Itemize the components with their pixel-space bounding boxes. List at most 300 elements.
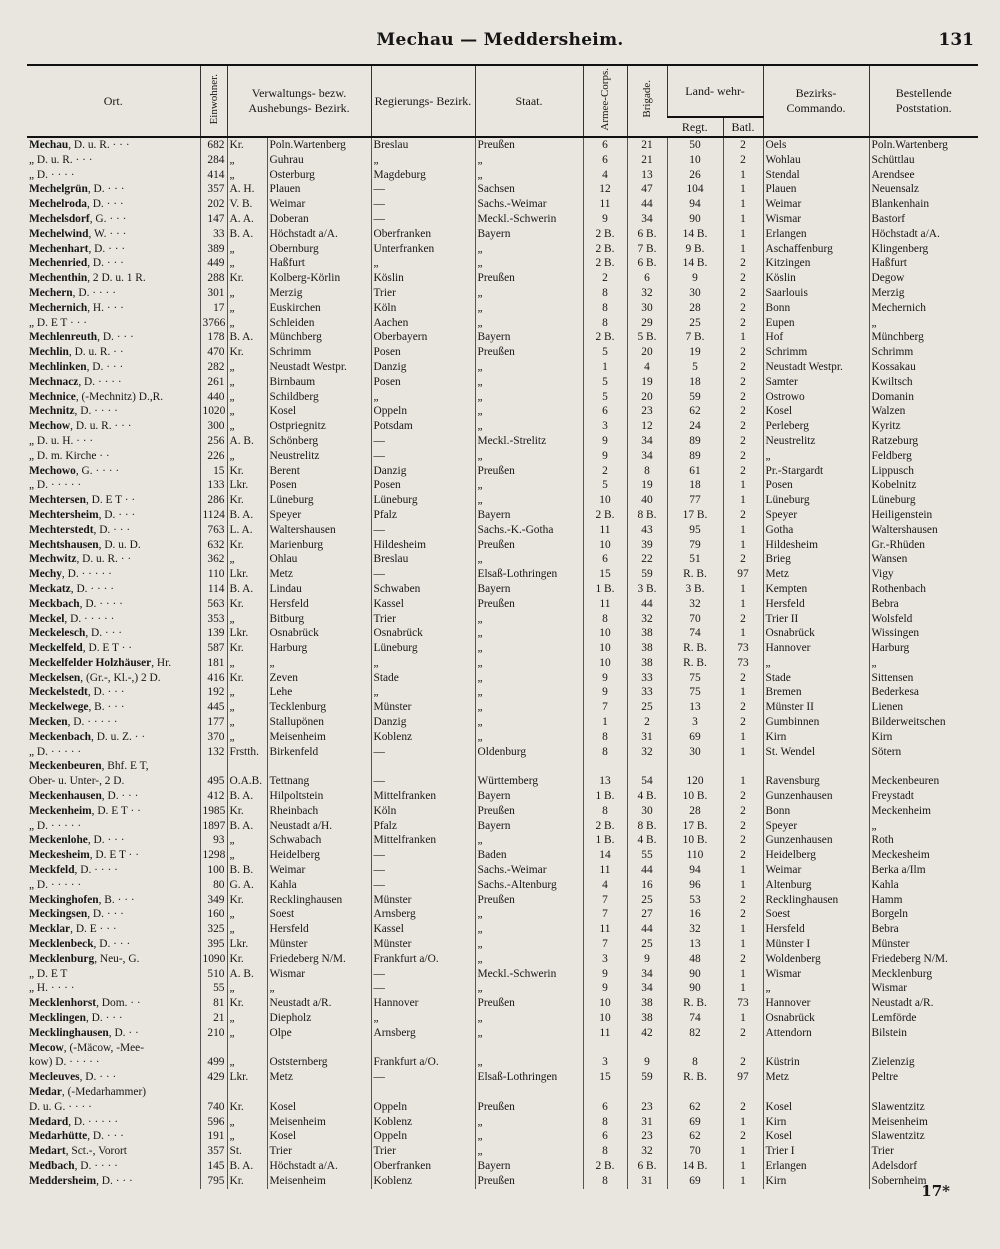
cell-st: Oldenburg [475,745,583,760]
cell-ac: 3 [583,1055,627,1070]
cell-bc: Hof [763,330,869,345]
cell-rg: 25 [667,316,723,331]
cell-rg: 74 [667,1011,723,1026]
cell-rb: Arnsberg [371,1026,475,1041]
cell-ps: Münster [869,937,978,952]
cell-pop: 55 [200,981,227,996]
cell-rg: 8 [667,1055,723,1070]
cell-st: „ [475,419,583,434]
cell-bt: 2 [723,464,763,479]
cell-br: 20 [627,345,667,360]
cell-ac: 8 [583,1174,627,1189]
cell-kind: „ [227,907,267,922]
cell-bc: Metz [763,567,869,582]
cell-rb: Lüneburg [371,493,475,508]
cell-st: „ [475,1115,583,1130]
cell-ps: Schüttlau [869,153,978,168]
cell-st: Sachs.-Weimar [475,197,583,212]
cell-pop: 445 [200,700,227,715]
cell-pop: 596 [200,1115,227,1130]
cell-kind: Kr. [227,1100,267,1115]
cell-pop: 3766 [200,316,227,331]
cell-rb: Koblenz [371,730,475,745]
cell-st: Bayern [475,789,583,804]
cell-kind: O.A.B. [227,774,267,789]
cell-rg [667,1041,723,1056]
cell-bc: Trier I [763,1144,869,1159]
cell-st: „ [475,375,583,390]
cell-ps: Gr.-Rhüden [869,538,978,553]
cell-ac: 1 B. [583,582,627,597]
cell-ac: 5 [583,345,627,360]
cell-ort: Mecklenburg, Neu-, G. [29,952,140,965]
cell-ps: Klingenberg [869,242,978,257]
cell-rb: Kassel [371,597,475,612]
cell-pop: 357 [200,1144,227,1159]
cell-ps: Schrimm [869,345,978,360]
cell-pop: 15 [200,464,227,479]
cell-ac: 10 [583,996,627,1011]
cell-kind: Kr. [227,671,267,686]
cell-ort: Mecken, D. · · · · · [29,716,118,729]
cell-kind [227,1085,267,1100]
cell-bt: 2 [723,153,763,168]
cell-br: 30 [627,301,667,316]
cell-ort: Mechwitz, D. u. R. · · [29,553,132,566]
cell-br: 25 [627,937,667,952]
cell-rb: Unterfranken [371,242,475,257]
cell-st: Preußen [475,597,583,612]
cell-kind: Kr. [227,804,267,819]
cell-ps: Münchberg [869,330,978,345]
cell-kind: V. B. [227,197,267,212]
running-header: Mechau — Meddersheim. [376,30,624,50]
cell-ps: Meckenbeuren [869,774,978,789]
cell-bt: 2 [723,137,763,153]
cell-br: 34 [627,212,667,227]
cell-ort: Meckelesch, D. · · · [29,627,123,640]
cell-bc: Wohlau [763,153,869,168]
cell-bc: Gunzenhausen [763,789,869,804]
cell-vb: Schwabach [267,833,371,848]
cell-st: „ [475,730,583,745]
cell-br: 32 [627,286,667,301]
cell-pop: 81 [200,996,227,1011]
cell-rb: — [371,878,475,893]
cell-bt: 73 [723,656,763,671]
cell-pop: 202 [200,197,227,212]
cell-bc: „ [763,981,869,996]
cell-vb: Neustadt a/R. [267,996,371,1011]
cell-st: „ [475,907,583,922]
cell-rg: 16 [667,907,723,922]
cell-st: Bayern [475,330,583,345]
cell-bc: Brieg [763,552,869,567]
cell-bt: 1 [723,774,763,789]
cell-ac: 5 [583,478,627,493]
cell-kind: „ [227,301,267,316]
cell-kind: St. [227,1144,267,1159]
cell-ac: 15 [583,1070,627,1085]
cell-kind [227,759,267,774]
cell-st: „ [475,256,583,271]
cell-pop: 114 [200,582,227,597]
cell-ps: Lüneburg [869,493,978,508]
cell-ps: Domanin [869,390,978,405]
cell-bc: Weimar [763,863,869,878]
cell-br: 25 [627,893,667,908]
cell-kind: „ [227,316,267,331]
cell-kind: „ [227,449,267,464]
cell-ps: Slawentzitz [869,1100,978,1115]
cell-br: 23 [627,1100,667,1115]
cell-st: „ [475,612,583,627]
cell-vb: Trier [267,1144,371,1159]
cell-ac: 6 [583,1129,627,1144]
cell-rg: 30 [667,745,723,760]
cell-kind: Kr. [227,464,267,479]
cell-ort: Mecklingen, D. · · · [29,1012,123,1025]
cell-bc: Wismar [763,212,869,227]
cell-kind: „ [227,656,267,671]
cell-ac: 9 [583,685,627,700]
cell-pop [200,759,227,774]
cell-vb: Rheinbach [267,804,371,819]
cell-bc: Speyer [763,819,869,834]
cell-bc: Bonn [763,804,869,819]
cell-pop: 286 [200,493,227,508]
cell-bt: 1 [723,922,763,937]
table-row [27,567,978,582]
cell-pop: 133 [200,478,227,493]
cell-ps: Neuensalz [869,182,978,197]
cell-st: „ [475,1011,583,1026]
cell-st: „ [475,478,583,493]
cell-rb: — [371,567,475,582]
cell-ps: Arendsee [869,168,978,183]
cell-bc: Kirn [763,1115,869,1130]
cell-bt: 2 [723,301,763,316]
cell-st [475,759,583,774]
cell-kind: „ [227,1055,267,1070]
cell-vb: Metz [267,567,371,582]
table-row [27,671,978,686]
table-row [27,582,978,597]
cell-bt: 97 [723,567,763,582]
cell-vb: Diepholz [267,1011,371,1026]
cell-rg: 89 [667,449,723,464]
cell-pop: 1090 [200,952,227,967]
cell-rg: 30 [667,286,723,301]
col-header-bezirks-commando: Bezirks- Commando. [763,65,869,137]
cell-br: 44 [627,597,667,612]
cell-br: 12 [627,419,667,434]
cell-pop: 226 [200,449,227,464]
cell-st: „ [475,641,583,656]
cell-bt: 2 [723,508,763,523]
cell-bc: Lüneburg [763,493,869,508]
cell-vb: Schildberg [267,390,371,405]
cell-rb: — [371,434,475,449]
cell-rb: „ [371,1011,475,1026]
cell-br: 33 [627,685,667,700]
cell-ac: 6 [583,404,627,419]
cell-kind: Lkr. [227,937,267,952]
cell-rb: Posen [371,345,475,360]
cell-rg: 19 [667,345,723,360]
cell-br: 27 [627,907,667,922]
cell-ps: Lippusch [869,464,978,479]
cell-pop: 412 [200,789,227,804]
cell-br: 38 [627,996,667,1011]
cell-rg: R. B. [667,641,723,656]
cell-rb: — [371,848,475,863]
cell-bc: Stendal [763,168,869,183]
col-header-poststation: Bestellende Poststation. [869,65,978,137]
cell-rg: 79 [667,538,723,553]
cell-st: „ [475,493,583,508]
cell-ps: Wismar [869,981,978,996]
cell-ort: Meckenhausen, D. · · · [29,790,139,803]
cell-st: „ [475,715,583,730]
table-row [27,256,978,271]
cell-kind: Frstth. [227,745,267,760]
cell-ort: Mechtersen, D. E T · · [29,494,136,507]
col-header-ort: Ort. [27,65,200,137]
cell-pop: 349 [200,893,227,908]
cell-ac: 11 [583,197,627,212]
cell-pop: 132 [200,745,227,760]
cell-vb: Metz [267,1070,371,1085]
table-row [27,419,978,434]
cell-br [627,1085,667,1100]
cell-vb: Stallupönen [267,715,371,730]
cell-ort: Meckelfelder Holzhäuser, Hr. [29,656,172,669]
cell-vb: Tettnang [267,774,371,789]
cell-br: 16 [627,878,667,893]
cell-ps: Meckenheim [869,804,978,819]
cell-ps: „ [869,819,978,834]
cell-rg: 17 B. [667,508,723,523]
cell-st: „ [475,671,583,686]
table-row [27,893,978,908]
cell-ort: Mecklar, D. E · · · [29,923,117,936]
cell-st: Preußen [475,804,583,819]
cell-st: Preußen [475,1100,583,1115]
cell-bt: 2 [723,789,763,804]
cell-bt: 2 [723,612,763,627]
cell-pop: 1124 [200,508,227,523]
cell-rg: 32 [667,597,723,612]
cell-kind: B. A. [227,582,267,597]
cell-rg: 3 [667,715,723,730]
cell-rg: 70 [667,612,723,627]
cell-ac: 1 [583,360,627,375]
cell-ps [869,1085,978,1100]
cell-br: 42 [627,1026,667,1041]
cell-ps: Freystadt [869,789,978,804]
cell-kind: „ [227,419,267,434]
cell-ac: 2 [583,271,627,286]
cell-kind: Lkr. [227,1070,267,1085]
cell-rb: — [371,197,475,212]
cell-rg: 90 [667,967,723,982]
table-row [27,819,978,834]
cell-ort: Meckelwege, B. · · · [29,701,125,714]
cell-ps: Bederkesa [869,685,978,700]
cell-vb: Tecklenburg [267,700,371,715]
cell-kind: Kr. [227,493,267,508]
cell-rb: Oberfranken [371,227,475,242]
cell-ps: Kahla [869,878,978,893]
cell-rg: 75 [667,671,723,686]
table-row [27,937,978,952]
cell-ps: „ [869,316,978,331]
cell-st: Preußen [475,464,583,479]
cell-rb: Danzig [371,360,475,375]
cell-br [627,759,667,774]
cell-kind: A. A. [227,212,267,227]
cell-br: 32 [627,745,667,760]
cell-ac: 9 [583,434,627,449]
cell-vb: Wismar [267,967,371,982]
cell-pop: 80 [200,878,227,893]
cell-rb: Arnsberg [371,907,475,922]
cell-vb: Lindau [267,582,371,597]
cell-rg: 90 [667,981,723,996]
cell-ac: 7 [583,907,627,922]
cell-vb: Hersfeld [267,597,371,612]
cell-bt: 1 [723,197,763,212]
cell-bc: Trier II [763,612,869,627]
cell-rg: 59 [667,390,723,405]
cell-ps: Friedeberg N/M. [869,952,978,967]
cell-rg: 18 [667,478,723,493]
cell-bc: Speyer [763,508,869,523]
cell-rg: 110 [667,848,723,863]
cell-kind: „ [227,360,267,375]
cell-rg: 69 [667,1115,723,1130]
table-row [27,271,978,286]
table-row [27,907,978,922]
cell-kind: „ [227,168,267,183]
cell-vb: Poln.Wartenberg [267,137,371,153]
cell-pop: 210 [200,1026,227,1041]
cell-ps: Vigy [869,567,978,582]
cell-bt: 2 [723,804,763,819]
cell-ac: 8 [583,301,627,316]
cell-ort: Meckenheim, D. E T · · [29,804,141,817]
cell-bc: Weimar [763,197,869,212]
cell-rg: 3 B. [667,582,723,597]
cell-br: 38 [627,656,667,671]
cell-bt: 2 [723,271,763,286]
table-row [27,404,978,419]
table-row [27,168,978,183]
cell-kind: „ [227,1129,267,1144]
cell-ac: 8 [583,730,627,745]
cell-ps: Meisenheim [869,1115,978,1130]
table-row [27,552,978,567]
table-row [27,538,978,553]
cell-vb: Weimar [267,197,371,212]
cell-rb: Hildesheim [371,538,475,553]
cell-br: 8 B. [627,819,667,834]
cell-bt [723,1041,763,1056]
cell-rg: 51 [667,552,723,567]
cell-vb: Olpe [267,1026,371,1041]
cell-ps: Hamm [869,893,978,908]
cell-ort: „ D. · · · · [29,168,75,181]
cell-ac: 9 [583,967,627,982]
cell-bt [723,759,763,774]
cell-rb: Trier [371,612,475,627]
cell-ort: Mechlenreuth, D. · · · [29,331,134,344]
cell-bc: Hersfeld [763,922,869,937]
cell-bt: 1 [723,1174,763,1189]
cell-br: 32 [627,1144,667,1159]
cell-rb: Frankfurt a/O. [371,952,475,967]
cell-st: Bayern [475,508,583,523]
cell-st: Meckl.-Schwerin [475,967,583,982]
cell-kind: Lkr. [227,567,267,582]
cell-ac: 2 B. [583,1159,627,1174]
cell-bt: 2 [723,390,763,405]
cell-kind: „ [227,1115,267,1130]
cell-br: 22 [627,552,667,567]
cell-ps: Peltre [869,1070,978,1085]
cell-pop: 440 [200,390,227,405]
cell-rg: R. B. [667,656,723,671]
cell-br: 6 B. [627,256,667,271]
cell-bt: 2 [723,449,763,464]
cell-rg: R. B. [667,1070,723,1085]
cell-vb: Guhrau [267,153,371,168]
cell-ort: Meckinghofen, B. · · · [29,893,135,906]
cell-ac: 3 [583,952,627,967]
cell-vb: Höchstadt a/A. [267,1159,371,1174]
cell-pop: 1020 [200,404,227,419]
cell-pop: 495 [200,774,227,789]
table-row [27,863,978,878]
cell-bt: 2 [723,952,763,967]
cell-rb: — [371,981,475,996]
table-row [27,1011,978,1026]
cell-bt: 2 [723,893,763,908]
cell-rg: 28 [667,301,723,316]
cell-br: 19 [627,375,667,390]
cell-ac: 2 [583,464,627,479]
cell-ort: Medarhütte, D. · · · [29,1130,124,1143]
cell-ort: D. u. G. · · · · [29,1100,92,1113]
cell-ps: Walzen [869,404,978,419]
cell-bc: Münster I [763,937,869,952]
cell-bc: Hannover [763,996,869,1011]
cell-bc: Ostrowo [763,390,869,405]
cell-vb: Marienburg [267,538,371,553]
cell-bc: Samter [763,375,869,390]
cell-ort: Mechlin, D. u. R. · · [29,346,124,359]
cell-kind: Kr. [227,597,267,612]
cell-ort: Mechlinken, D. · · · [29,360,124,373]
cell-bt: 2 [723,360,763,375]
cell-rg: 9 [667,271,723,286]
cell-ort: kow) D. · · · · · [29,1056,100,1069]
cell-ps: Meckesheim [869,848,978,863]
cell-vb: Lehe [267,685,371,700]
table-row [27,1129,978,1144]
cell-rg: 69 [667,1174,723,1189]
